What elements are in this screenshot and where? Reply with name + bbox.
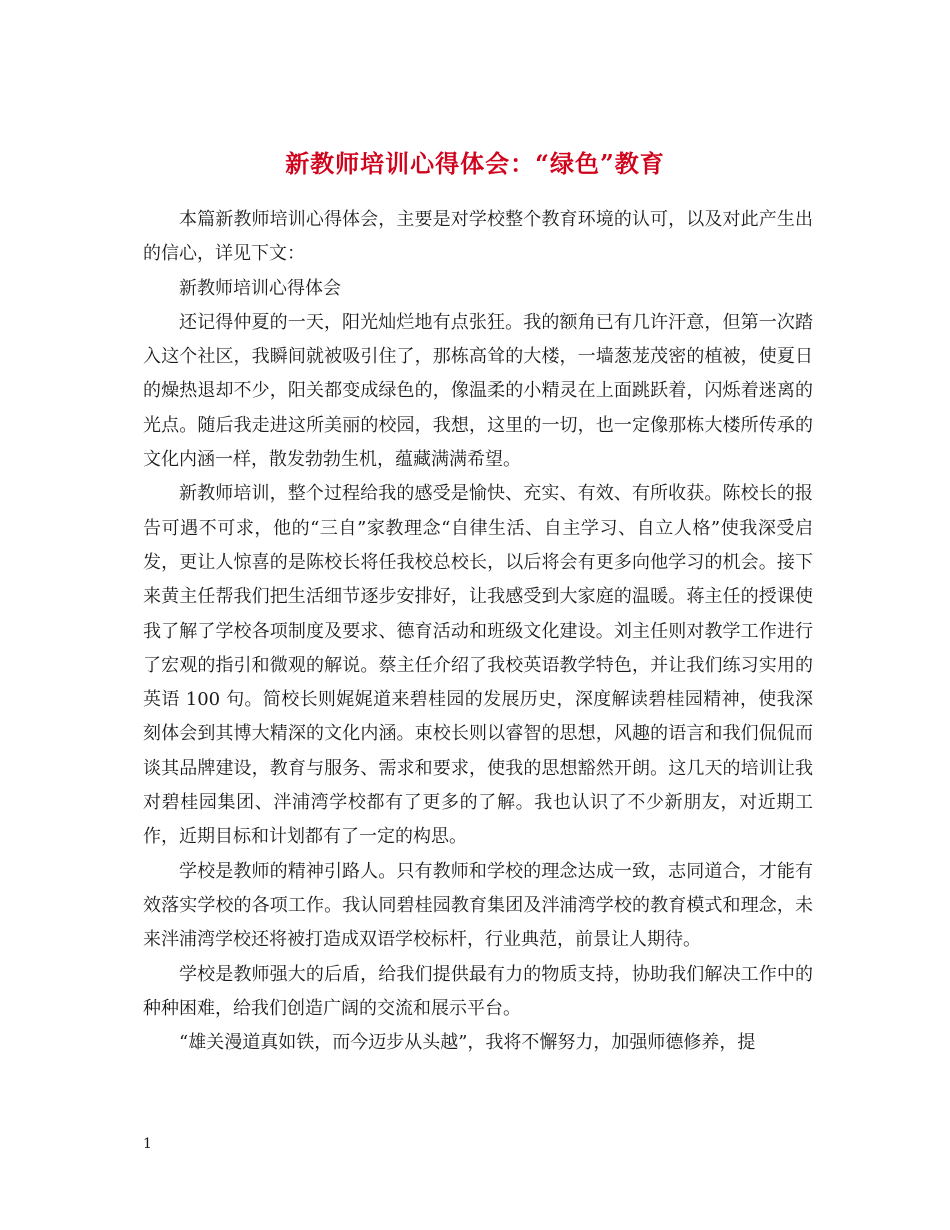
body-paragraph: 还记得仲夏的一天，阳光灿烂地有点张狂。我的额角已有几许汗意，但第一次踏入这个社区，我瞬间就被吸引住了，那栋高耸的大楼，一墙葱茏茂密的植被，使夏日的燥热退却不少，阳关都变成绿色的，像温柔的小精灵在上面跳跃着，闪烁着迷离的光点。随后我走进这所美丽的校园，我想，这里的一切，也一定像那栋大楼所传承的文化内涵一样，散发勃勃生机，蕴藏满满希望。	[143, 311, 813, 471]
intro-paragraph: 本篇新教师培训心得体会，主要是对学校整个教育环境的认可，以及对此产生出的信心，详见下文：	[143, 209, 813, 265]
body-paragraph: 学校是教师强大的后盾，给我们提供最有力的物质支持，协助我们解决工作中的种种困难，给我们创造广阔的交流和展示平台。	[143, 963, 813, 1019]
body-paragraph: “雄关漫道真如铁，而今迈步从头越”，我将不懈努力，加强师德修养，提	[179, 1032, 756, 1054]
section-heading: 新教师培训心得体会	[179, 277, 341, 299]
body-paragraph: 学校是教师的精神引路人。只有教师和学校的理念达成一致，志同道合，才能有效落实学校的各项工作。我认同碧桂园教育集团及泮浦湾学校的教育模式和理念，未来泮浦湾学校还将被打造成双语学校标杆，行业典范，前景让人期待。	[143, 860, 813, 951]
document-title: 新教师培训心得体会：“绿色”教育	[285, 149, 665, 179]
document-body	[143, 203, 813, 1060]
page-number: 1	[143, 1136, 152, 1152]
body-paragraph: 新教师培训，整个过程给我的感受是愉快、充实、有效、有所收获。陈校长的报告可遇不可求，他的“三自”家教理念“自律生活、自主学习、自立人格”使我深受启发，更让人惊喜的是陈校长将任我校总校长，以后将会有更多向他学习的机会。接下来黄主任帮我们把生活细节逐步安排好，让我感受到大家庭的温暖。蒋主任的授课使我了解了学校各项制度及要求、德育活动和班级文化建设。刘主任则对教学工作进行了宏观的指引和微观的解说。蔡主任介绍了我校英语教学特色，并让我们练习实用的英语 100 句。简校长则娓娓道来碧桂园的发展历史，深度解读碧桂园精神，使我深刻体会到其博大精深的文化内涵。束校长则以睿智的思想，风趣的语言和我们侃侃而谈其品牌建设，教育与服务、需求和要求，使我的思想豁然开朗。这几天的培训让我对碧桂园集团、泮浦湾学校都有了更多的了解。我也认识了不少新朋友，对近期工作，近期目标和计划都有了一定的构思。	[143, 483, 813, 848]
